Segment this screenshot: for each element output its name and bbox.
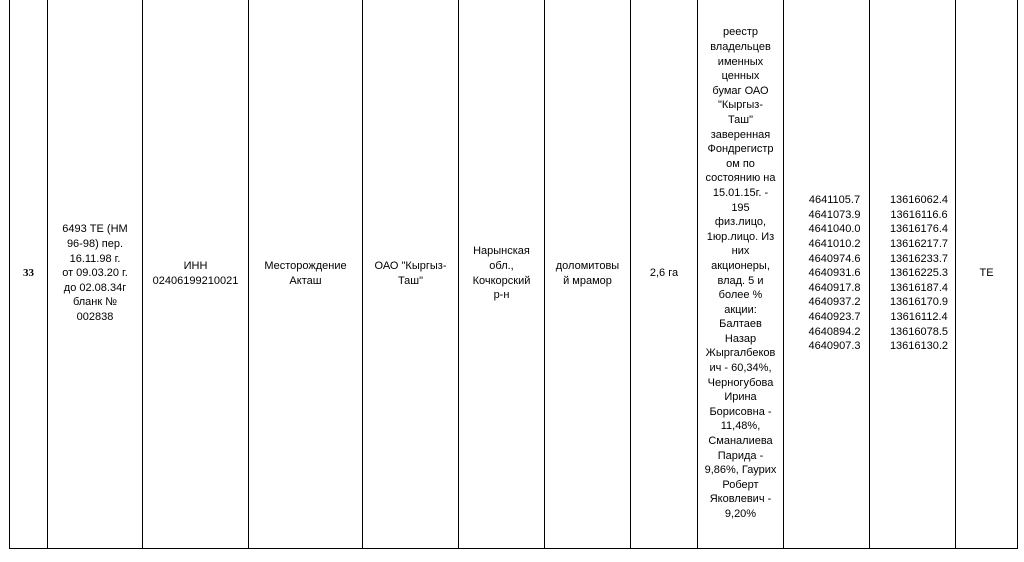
company-cell: ОАО "Кыргыз- Таш"	[363, 0, 459, 549]
coord-y: 13616116.6	[890, 208, 948, 221]
coord-x: 4641073.9	[808, 208, 861, 221]
coord-x: 4640974.6	[808, 252, 861, 265]
mineral-cell: доломитовы й мрамор	[545, 0, 631, 549]
row-number: 33	[10, 0, 48, 549]
coord-x: 4640923.7	[808, 310, 861, 323]
coord-x: 4641040.0	[808, 223, 861, 236]
coord-y: 13616176.4	[889, 223, 949, 236]
coords-x-cell	[784, 0, 870, 549]
deposit-cell: Месторождение Акташ	[249, 0, 363, 549]
coord-y: 13616217.7	[889, 238, 949, 251]
table-row	[10, 0, 1018, 549]
type-cell: ТЕ	[956, 0, 1018, 549]
coord-y: 13616112.4	[890, 310, 948, 323]
license-registry-table	[9, 0, 1018, 549]
coord-y: 13616170.9	[889, 296, 949, 309]
coord-y: 13616078.5	[889, 325, 949, 338]
coord-x: 4640937.2	[808, 296, 861, 309]
coords-x-list	[785, 193, 868, 354]
coords-y-cell	[870, 0, 956, 549]
area-cell: 2,6 га	[631, 0, 698, 549]
coord-y: 13616187.4	[889, 281, 949, 294]
coord-x: 4640931.6	[808, 267, 861, 280]
coord-x: 4640894.2	[808, 325, 861, 338]
coord-y: 13616062.4	[889, 194, 949, 207]
license-cell: 6493 ТЕ (НМ 96-98) пер. 16.11.98 г. от 09.03.20 г. до 02.08.34г бланк № 002838	[48, 0, 143, 549]
coord-x: 4641105.7	[808, 194, 861, 207]
coord-y: 13616130.2	[889, 340, 949, 353]
coord-y: 13616225.3	[889, 267, 949, 280]
location-cell: Нарынская обл., Кочкорский р-н	[459, 0, 545, 549]
coord-x: 4641010.2	[808, 238, 861, 251]
coord-x: 4640907.3	[808, 340, 861, 353]
inn-cell: ИНН 02406199210021	[143, 0, 249, 549]
owners-cell: реестр владельцев именных ценных бумаг ОАО "Кыргыз- Таш" заверенная Фондрегистр ом по состоянию на 15.01.15г. - 195 физ.лицо, 1юр.лицо. Из них акционеры, влад. 5 и более % акции: Балтаев Назар Жыргалбеков ич - 60,34%, Черногубова Ирина Борисовна - 11,48%, Сманалиева Парида - 9,86%, Гаурих Роберт Яковлевич - 9,20%	[698, 0, 784, 549]
coord-x: 4640917.8	[808, 281, 861, 294]
coord-y: 13616233.7	[889, 252, 949, 265]
coords-y-list	[871, 193, 954, 354]
